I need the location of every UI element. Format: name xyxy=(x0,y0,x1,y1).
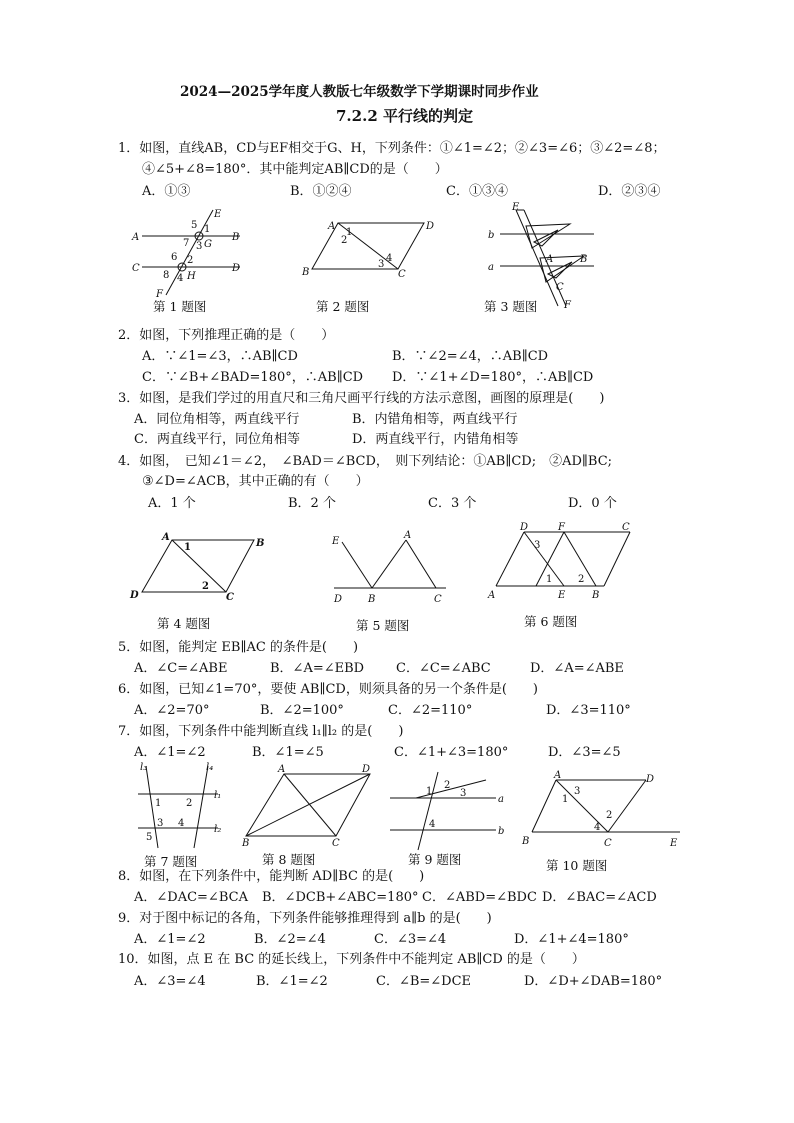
svg-text:D: D xyxy=(334,594,343,605)
svg-text:2: 2 xyxy=(606,810,613,821)
q8-option-d: D．∠BAC=∠ACD xyxy=(542,890,657,905)
figure-6 xyxy=(484,520,644,602)
svg-text:C: C xyxy=(132,263,140,274)
svg-text:b: b xyxy=(488,230,495,241)
q5-option-a: A．∠C=∠ABE xyxy=(134,661,228,676)
svg-text:a: a xyxy=(498,794,504,805)
svg-text:2: 2 xyxy=(202,581,209,592)
q6-option-b: B．∠2=100° xyxy=(260,703,344,718)
figure-7-caption: 第 7 题图 xyxy=(144,854,198,869)
svg-text:8: 8 xyxy=(163,270,170,281)
q10-option-d: D．∠D+∠DAB=180° xyxy=(524,974,663,989)
q7-stem: 7．如图，下列条件中能判断直线 l₁∥l₂ 的是( ) xyxy=(118,724,404,739)
svg-text:1: 1 xyxy=(562,794,569,805)
q10-option-b: B．∠1=∠2 xyxy=(256,974,328,989)
q3-option-d: D．两直线平行，内错角相等 xyxy=(352,432,519,447)
q4-option-b: B．2 个 xyxy=(288,496,336,511)
svg-text:4: 4 xyxy=(178,818,185,829)
svg-text:D: D xyxy=(520,522,529,533)
svg-text:4: 4 xyxy=(429,819,436,830)
svg-text:C: C xyxy=(622,522,630,533)
q2-stem: 2．如图，下列推理正确的是（ ） xyxy=(118,328,335,343)
q1-stem-line1: 1．如图，直线AB，CD与EF相交于G、H，下列条件：①∠1=∠2；②∠3=∠6；③∠2=∠8； xyxy=(118,141,666,156)
svg-text:b: b xyxy=(498,826,505,837)
figure-5-caption: 第 5 题图 xyxy=(356,618,410,633)
q7-option-a: A．∠1=∠2 xyxy=(134,745,206,760)
figure-8 xyxy=(240,764,374,848)
svg-text:3: 3 xyxy=(534,540,541,551)
figure-9 xyxy=(386,768,506,852)
q1-option-a: A．①③ xyxy=(142,184,191,199)
q10-option-c: C．∠B=∠DCE xyxy=(376,974,472,989)
svg-text:B: B xyxy=(592,590,600,601)
q6-option-d: D．∠3=110° xyxy=(546,703,631,718)
q2-option-d: D．∵∠1+∠D=180°，∴AB∥CD xyxy=(392,370,594,385)
svg-text:6: 6 xyxy=(171,252,178,263)
svg-text:C: C xyxy=(332,838,340,849)
q8-option-b: B．∠DCB+∠ABC=180° xyxy=(262,890,419,905)
q4-stem-line2: ③∠D=∠ACB，其中正确的有（ ） xyxy=(142,474,369,489)
svg-text:F: F xyxy=(564,300,571,311)
svg-text:C: C xyxy=(226,592,234,603)
q8-option-a: A．∠DAC=∠BCA xyxy=(134,890,248,905)
svg-text:D: D xyxy=(232,263,241,274)
svg-text:B: B xyxy=(302,267,310,278)
svg-text:7: 7 xyxy=(183,238,190,249)
svg-text:1: 1 xyxy=(346,227,353,238)
q1-stem-line2: ④∠5+∠8=180°．其中能判定AB∥CD的是（ ） xyxy=(142,162,448,177)
svg-text:1: 1 xyxy=(426,786,433,797)
svg-text:2: 2 xyxy=(187,255,194,266)
svg-text:1: 1 xyxy=(184,542,191,553)
q4-option-a: A．1 个 xyxy=(148,496,196,511)
svg-text:B: B xyxy=(232,232,240,243)
svg-text:l₄: l₄ xyxy=(206,762,214,773)
figure-10 xyxy=(520,770,690,852)
svg-text:A: A xyxy=(328,221,336,232)
figure-1 xyxy=(128,205,258,300)
svg-text:E: E xyxy=(512,202,520,213)
svg-text:D: D xyxy=(362,764,371,775)
svg-text:E: E xyxy=(214,209,222,220)
figure-6-caption: 第 6 题图 xyxy=(524,614,578,629)
q9-stem: 9．对于图中标记的各角，下列条件能够推理得到 a∥b 的是( ) xyxy=(118,911,492,926)
svg-text:2: 2 xyxy=(444,780,451,791)
svg-text:A: A xyxy=(488,590,496,601)
svg-text:E: E xyxy=(558,590,566,601)
svg-text:4: 4 xyxy=(386,253,393,264)
svg-text:F: F xyxy=(558,522,565,533)
figure-8-caption: 第 8 题图 xyxy=(262,852,316,867)
figure-1-caption: 第 1 题图 xyxy=(153,299,207,314)
svg-text:3: 3 xyxy=(378,259,385,270)
figure-5 xyxy=(328,530,452,606)
svg-text:E: E xyxy=(332,536,340,547)
svg-text:G: G xyxy=(204,239,212,250)
figure-4-caption: 第 4 题图 xyxy=(157,616,211,631)
q6-stem: 6．如图，已知∠1=70°，要使 AB∥CD，则须具备的另一个条件是( ) xyxy=(118,682,538,697)
q3-stem: 3．如图，是我们学过的用直尺和三角尺画平行线的方法示意图，画图的原理是( ) xyxy=(118,391,605,406)
svg-text:1: 1 xyxy=(546,574,553,585)
figure-10-caption: 第 10 题图 xyxy=(546,858,608,873)
q1-option-d: D．②③④ xyxy=(598,184,661,199)
svg-text:3: 3 xyxy=(460,788,467,799)
svg-text:B: B xyxy=(522,836,530,847)
q10-option-a: A．∠3=∠4 xyxy=(134,974,206,989)
svg-text:B: B xyxy=(242,838,250,849)
svg-text:F: F xyxy=(156,289,163,300)
svg-text:B: B xyxy=(368,594,376,605)
q2-option-a: A．∵∠1=∠3，∴AB∥CD xyxy=(142,349,298,364)
svg-text:D: D xyxy=(130,590,139,601)
svg-text:3: 3 xyxy=(574,786,581,797)
svg-text:3: 3 xyxy=(157,818,164,829)
svg-text:3: 3 xyxy=(196,241,203,252)
svg-text:A: A xyxy=(162,532,170,543)
q6-option-c: C．∠2=110° xyxy=(388,703,473,718)
svg-text:A: A xyxy=(278,764,286,775)
svg-text:D: D xyxy=(426,221,435,232)
q5-option-b: B．∠A=∠EBD xyxy=(270,661,365,676)
q2-option-b: B．∵∠2=∠4，∴AB∥CD xyxy=(392,349,549,364)
svg-text:C: C xyxy=(398,269,406,280)
svg-text:l₃: l₃ xyxy=(140,762,148,773)
figure-7 xyxy=(134,760,230,850)
q7-option-b: B．∠1=∠5 xyxy=(252,745,324,760)
svg-text:4: 4 xyxy=(177,273,184,284)
q3-option-a: A．同位角相等，两直线平行 xyxy=(134,412,300,427)
q7-option-c: C．∠1+∠3=180° xyxy=(394,745,509,760)
worksheet-title: 2024—2025学年度人教版七年级数学下学期课时同步作业 xyxy=(180,84,539,100)
figure-3 xyxy=(482,200,602,312)
svg-text:5: 5 xyxy=(191,220,198,231)
q6-option-a: A．∠2=70° xyxy=(134,703,210,718)
svg-text:A: A xyxy=(546,254,554,265)
figure-3-caption: 第 3 题图 xyxy=(484,299,538,314)
figure-2 xyxy=(300,215,440,285)
svg-text:4: 4 xyxy=(594,822,601,833)
svg-text:C: C xyxy=(556,282,564,293)
q3-option-b: B．内错角相等，两直线平行 xyxy=(352,412,518,427)
svg-text:2: 2 xyxy=(341,235,348,246)
q4-option-c: C．3 个 xyxy=(428,496,477,511)
svg-text:2: 2 xyxy=(578,574,585,585)
figure-9-caption: 第 9 题图 xyxy=(408,852,462,867)
svg-text:1: 1 xyxy=(204,224,211,235)
q8-stem: 8．如图，在下列条件中，能判断 AD∥BC 的是( ) xyxy=(118,869,425,884)
q9-option-c: C．∠3=∠4 xyxy=(374,932,447,947)
q7-option-d: D．∠3=∠5 xyxy=(548,745,621,760)
svg-text:E: E xyxy=(670,838,678,849)
q4-stem-line1: 4．如图， 已知∠1＝∠2， ∠BAD＝∠BCD， 则下列结论：①AB∥CD; ②AD∥BC; xyxy=(118,454,613,469)
svg-text:5: 5 xyxy=(146,832,153,843)
q10-stem: 10．如图，点 E 在 BC 的延长线上，下列条件中不能判定 AB∥CD 的是（ ） xyxy=(118,952,585,967)
section-title: 7.2.2 平行线的判定 xyxy=(336,107,473,125)
figure-4 xyxy=(128,528,278,608)
q1-option-c: C．①③④ xyxy=(446,184,508,199)
q4-option-d: D．0 个 xyxy=(568,496,617,511)
figure-2-caption: 第 2 题图 xyxy=(316,299,370,314)
svg-text:C: C xyxy=(604,838,612,849)
svg-text:A: A xyxy=(554,770,562,781)
svg-text:H: H xyxy=(187,271,196,282)
q5-stem: 5．如图，能判定 EB∥AC 的条件是( ) xyxy=(118,640,359,655)
q2-option-c: C．∵∠B+∠BAD=180°，∴AB∥CD xyxy=(142,370,364,385)
svg-text:l₁: l₁ xyxy=(214,790,222,801)
svg-text:2: 2 xyxy=(186,798,193,809)
svg-text:l₂: l₂ xyxy=(214,824,222,835)
svg-text:1: 1 xyxy=(155,798,162,809)
q3-option-c: C．两直线平行，同位角相等 xyxy=(134,432,300,447)
svg-text:B: B xyxy=(580,254,588,265)
q9-option-b: B．∠2=∠4 xyxy=(254,932,326,947)
q5-option-d: D．∠A=∠ABE xyxy=(530,661,624,676)
q1-option-b: B．①②④ xyxy=(290,184,352,199)
svg-text:A: A xyxy=(404,530,412,541)
svg-text:B: B xyxy=(256,538,265,549)
q5-option-c: C．∠C=∠ABC xyxy=(396,661,491,676)
svg-text:C: C xyxy=(434,594,442,605)
svg-text:D: D xyxy=(646,774,655,785)
q9-option-a: A．∠1=∠2 xyxy=(134,932,206,947)
q8-option-c: C．∠ABD=∠BDC xyxy=(422,890,537,905)
q9-option-d: D．∠1+∠4=180° xyxy=(514,932,629,947)
svg-text:a: a xyxy=(488,262,494,273)
svg-text:A: A xyxy=(132,232,140,243)
